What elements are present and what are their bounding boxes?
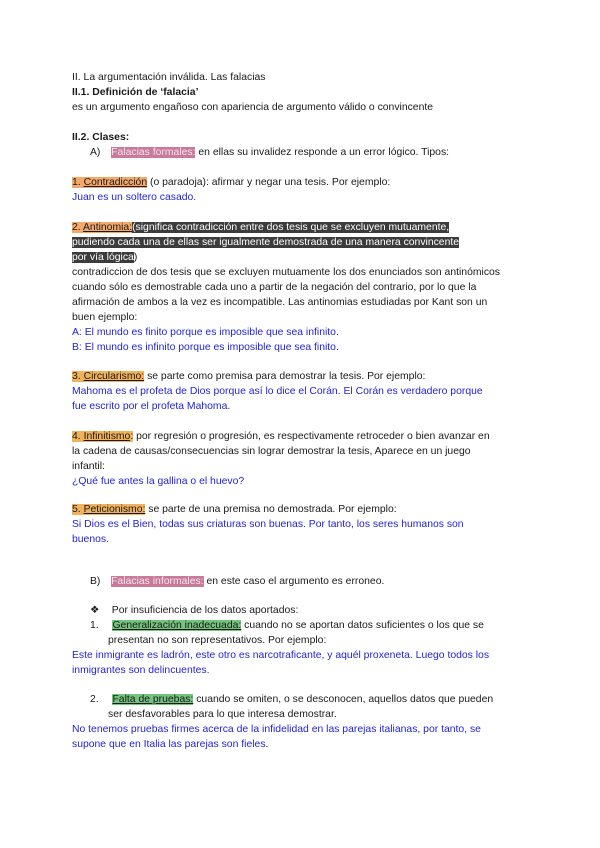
- document-title: II. La argumentación inválida. Las falacias: [72, 72, 266, 83]
- informal-fallacies-term: Falacias informales:: [111, 576, 204, 587]
- insufficient-data-text: Por insuficiencia de los datos aportados:: [111, 605, 299, 616]
- inadequate-generalization-term: Generalización inadecuada:: [112, 620, 242, 631]
- informal-fallacies-text: en este caso el argumento es erroneo.: [203, 576, 385, 587]
- antinomy-paragraph-3: afirmación de ambos a la vez es incompatible. Las antinomias estudiadas por Kant son un: [72, 297, 488, 308]
- contradiction-text: (o paradoja): afirmar y negar una tesis. Por ejemplo:: [147, 177, 391, 188]
- infinitism-example: ¿Qué fue antes la gallina o el huevo?: [72, 476, 245, 487]
- lack-of-evidence-line: [90, 692, 493, 707]
- antinomy-highlight-line-3: [72, 250, 137, 265]
- antinomy-example-a: A: El mundo es finito porque es imposible que sea infinito.: [72, 327, 339, 338]
- section-heading-classes: II.2. Clases:: [72, 132, 130, 143]
- petitionism-term: Peticionismo:: [83, 504, 146, 515]
- antinomy-example-b: B: El mundo es infinito porque es imposible que sea finito.: [72, 342, 339, 353]
- antinomy-paragraph-1: contradiccion de dos tesis que se excluyen mutuamente los dos enunciados son antinómicos: [72, 267, 500, 278]
- lack-of-evidence-text: cuando se omiten, o se desconocen, aquellos datos que pueden: [193, 694, 494, 705]
- infinitism-line: [72, 429, 490, 444]
- lack-of-evidence-line-2: ser desfavorables para lo que interesa demostrar.: [108, 709, 337, 720]
- circularism-example-2: fue escrito por el profeta Mahoma.: [72, 401, 231, 412]
- formal-fallacies-text: en ellas su invalidez responde a un error lógico. Tipos:: [195, 147, 450, 158]
- infinitism-line-2: la cadena de causas/consecuencias sin lograr demostrar la tesis, Aparece en un juego: [72, 446, 471, 457]
- antinomy-line: [72, 220, 449, 235]
- diamond-bullet-icon: ❖: [90, 605, 100, 616]
- petitionism-text: se parte de una premisa no demostrada. Por ejemplo:: [145, 504, 397, 515]
- infinitism-number: 4.: [72, 431, 84, 442]
- item-b-line: [90, 574, 384, 589]
- section-heading-definition: II.1. Definición de ‘falacia’: [72, 87, 199, 98]
- lack-of-evidence-number: 2.: [90, 694, 99, 705]
- circularism-term: Circularismo:: [83, 371, 145, 382]
- inadequate-generalization-number: 1.: [90, 620, 99, 631]
- antinomy-highlight-line-2: [72, 235, 459, 250]
- formal-fallacies-term: Falacias formales:: [111, 147, 196, 158]
- circularism-example-1: Mahoma es el profeta de Dios porque así lo dice el Corán. El Corán es verdadero porque: [72, 386, 483, 397]
- contradiction-line: [72, 175, 390, 190]
- item-a-marker: A): [90, 147, 101, 158]
- definition-text: es un argumento engañoso con apariencia de argumento válido o convincente: [72, 102, 434, 113]
- petitionism-number: 5.: [72, 504, 84, 515]
- insufficient-data-line: [90, 603, 298, 618]
- lack-of-evidence-term: Falta de pruebas:: [112, 694, 194, 705]
- antinomy-highlight-2: pudiendo cada una de ellas ser igualmente demostrada de una manera convincente: [72, 237, 460, 248]
- antinomy-number: 2.: [72, 222, 83, 233]
- antinomy-paragraph-2: cuando sólo es demostrable cada uno a partir de la negación del contrario, por lo que la: [72, 282, 477, 293]
- lack-of-evidence-example-2: supone que en Italia las parejas son fieles.: [72, 739, 269, 750]
- lack-of-evidence-example-1: No tenemos pruebas firmes acerca de la infidelidad en las parejas italianas, por tanto, se: [72, 724, 481, 735]
- inadequate-generalization-text: cuando no se aportan datos suficientes o los que se: [241, 620, 484, 631]
- antinomy-highlight-3: por vía lógica: [72, 252, 134, 263]
- infinitism-text: por regresión o progresión, es respectivamente retroceder o bien avanzar en: [133, 431, 490, 442]
- antinomy-highlight-1: (significa contradicción entre dos tesis que se excluyen mutuamente,: [132, 222, 450, 233]
- item-b-marker: B): [90, 576, 101, 587]
- contradiction-example: Juan es un soltero casado.: [72, 192, 197, 203]
- inadequate-generalization-line-2: presentan no son representativos. Por ejemplo:: [108, 635, 327, 646]
- antinomy-term: Antinomia:: [82, 222, 133, 233]
- contradiction-number: 1.: [72, 177, 84, 188]
- infinitism-term: Infinitismo: [83, 431, 131, 442]
- infinitism-line-3: infantil:: [72, 461, 105, 472]
- circularism-text: se parte como premisa para demostrar la tesis. Por ejemplo:: [144, 371, 426, 382]
- circularism-line: [72, 369, 425, 384]
- antinomy-paragraph-4: buen ejemplo:: [72, 312, 138, 323]
- petitionism-line: [72, 502, 397, 517]
- inadequate-generalization-example-2: inmigrantes son delincuentes.: [72, 665, 210, 676]
- inadequate-generalization-example-1: Este inmigrante es ladrón, este otro es narcotraficante, y aquél proxeneta. Luego todos los: [72, 650, 490, 661]
- inadequate-generalization-line: [90, 618, 484, 633]
- antinomy-highlight-end: ): [133, 252, 138, 263]
- item-a-line: [90, 145, 449, 160]
- infinitism-colon: :: [130, 431, 134, 442]
- contradiction-term: Contradicción: [83, 177, 148, 188]
- circularism-number: 3.: [72, 371, 84, 382]
- petitionism-example-1: Si Dios es el Bien, todas sus criaturas son buenas. Por tanto, los seres humanos son: [72, 519, 464, 530]
- petitionism-example-2: buenos.: [72, 534, 109, 545]
